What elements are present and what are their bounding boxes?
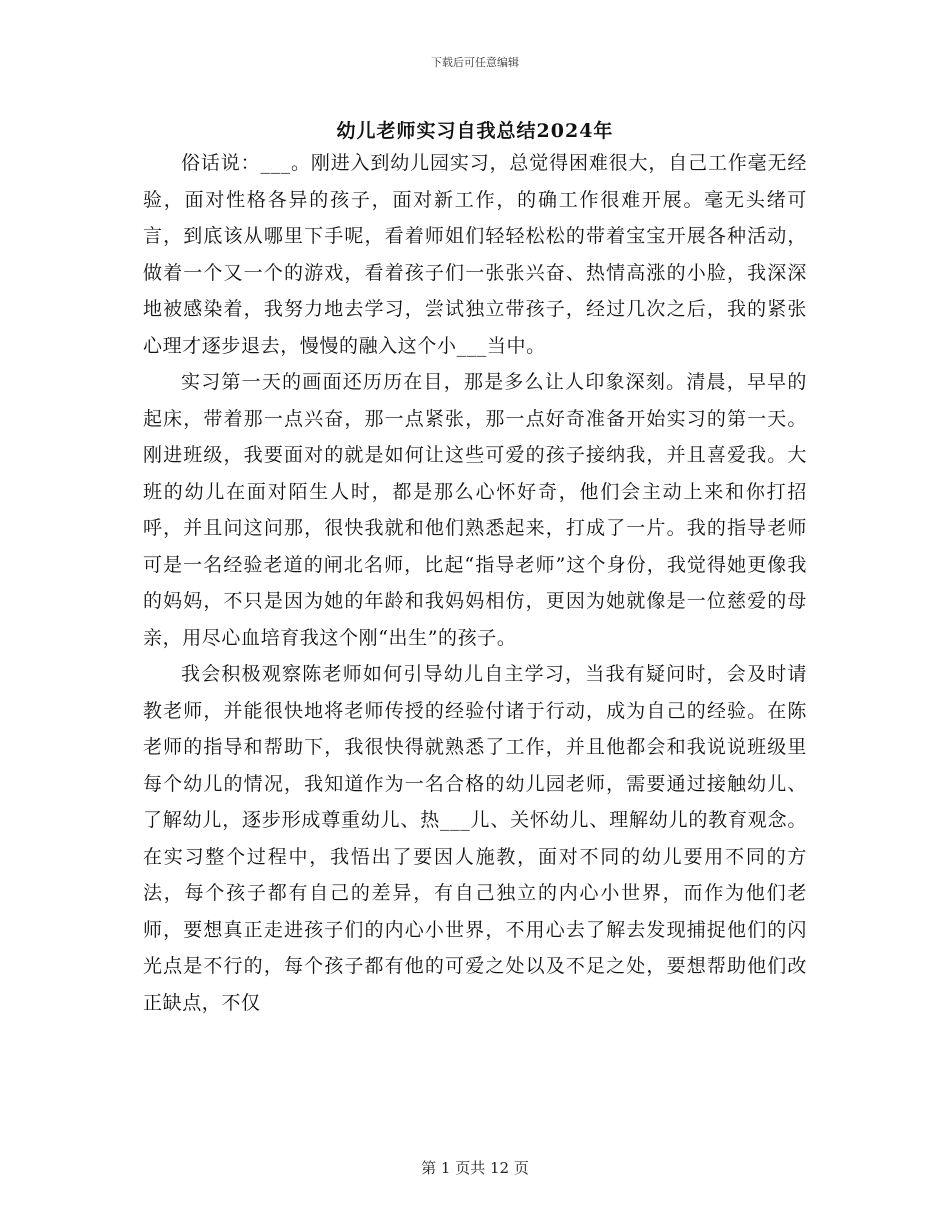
document-title: 幼儿老师实习自我总结2024年 bbox=[336, 120, 614, 142]
paragraph: 我会积极观察陈老师如何引导幼儿自主学习，当我有疑问时，会及时请教老师，并能很快地将老师传授的经验付诸于行动，成为自己的经验。在陈老师的指导和帮助下，我很快得就熟悉了工作，并且他都会和我说说班级里每个幼儿的情况，我知道作为一名合格的幼儿园老师，需要通过接触幼儿、了解幼儿，逐步形成尊重幼儿、热___儿、关怀幼儿、理解幼儿的教育观念。在实习整个过程中，我悟出了要因人施教，面对不同的幼儿要用不同的方法，每个孩子都有自己的差异，有自己独立的内心小世界，而作为他们老师，要想真正走进孩子们的内心小世界，不用心去了解去发现捕捉他们的闪光点是不行的，每个孩子都有他的可爱之处以及不足之处，要想帮助他们改正缺点，不仅 bbox=[143, 663, 807, 1014]
page-footer: 第 1 页共 12 页 bbox=[421, 1159, 529, 1177]
paragraph: 俗话说：___。刚进入到幼儿园实习，总觉得困难很大，自己工作毫无经验，面对性格各异的孩子，面对新工作，的确工作很难开展。毫无头绪可言，到底该从哪里下手呢，看着师姐们轻轻松松的带着宝宝开展各种活动，做着一个又一个的游戏，看着孩子们一张张兴奋、热情高涨的小脸，我深深地被感染着，我努力地去学习，尝试独立带孩子，经过几次之后，我的紧张心理才逐步退去，慢慢的融入这个小___当中。 bbox=[143, 152, 807, 357]
document-body bbox=[143, 145, 807, 1021]
page-header-note: 下载后可任意编辑 bbox=[431, 56, 519, 69]
paragraph: 实习第一天的画面还历历在目，那是多么让人印象深刻。清晨，早早的起床，带着那一点兴奋，那一点紧张，那一点好奇准备开始实习的第一天。刚进班级，我要面对的就是如何让这些可爱的孩子接纳我，并且喜爱我。大班的幼儿在面对陌生人时，都是那么心怀好奇，他们会主动上来和你打招呼，并且问这问那，很快我就和他们熟悉起来，打成了一片。我的指导老师可是一名经验老道的闸北名师，比起“指导老师”这个身份，我觉得她更像我的妈妈，不只是因为她的年龄和我妈妈相仿，更因为她就像是一位慈爱的母亲，用尽心血培育我这个刚“出生”的孩子。 bbox=[143, 371, 807, 649]
